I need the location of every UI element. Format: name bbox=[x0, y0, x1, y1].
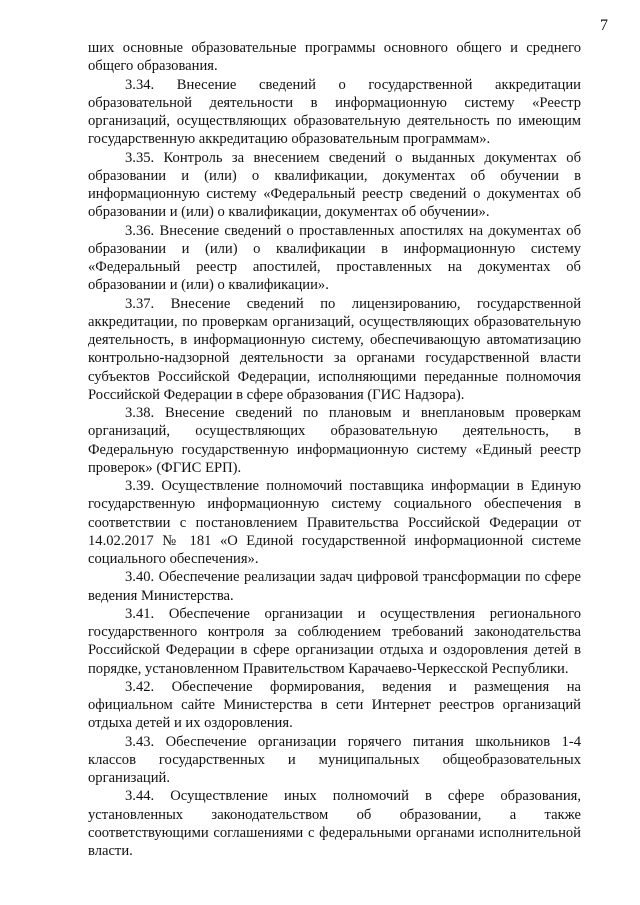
paragraph-3-39: 3.39. Осуществление полномочий поставщика информации в Единую государственную информационную систему социального обеспечения в соответствии с постановлением Правительства Российской Федерации от 14.02.2017 № 181 «О Единой государственной информационной системе социального обеспечения». bbox=[88, 478, 581, 567]
paragraph-3-34: 3.34. Внесение сведений о государственной аккредитации образовательной деятельности в информационную систему «Реестр организаций, осуществляющих образовательную деятельность по имеющим государственную аккредитацию образовательным программам». bbox=[88, 76, 581, 148]
paragraph-3-42: 3.42. Обеспечение формирования, ведения и размещения на официальном сайте Министерства в сети Интернет реестров организаций отдыха детей и их оздоровления. bbox=[88, 678, 581, 732]
document-body bbox=[88, 39, 581, 860]
paragraph-3-40: 3.40. Обеспечение реализации задач цифровой трансформации по сфере ведения Министерства. bbox=[88, 569, 581, 604]
paragraph-3-35: 3.35. Контроль за внесением сведений о выданных документах об образовании и (или) о квалификации, документах об обучении в информационную систему «Федеральный реестр сведений о документах об образовании и (или) о квалификации, документах об обучении». bbox=[88, 149, 581, 221]
paragraph-3-43: 3.43. Обеспечение организации горячего питания школьников 1-4 классов государственных и муниципальных общеобразовательных организаций. bbox=[88, 733, 581, 786]
paragraph-3-44: 3.44. Осуществление иных полномочий в сфере образования, установленных законодательством об образовании, а также соответствующими соглашениями с федеральными органами исполнительной власти. bbox=[88, 788, 581, 859]
paragraph-3-41: 3.41. Обеспечение организации и осуществления регионального государственного контроля за соблюдением требований законодательства Российской Федерации в сфере организации отдыха и оздоровления детей в порядке, установленном Правительством Карачаево-Черкесской Республики. bbox=[88, 605, 581, 677]
paragraph-continuation: ших основные образовательные программы основного общего и среднего общего образования. bbox=[88, 40, 581, 75]
paragraph-3-38: 3.38. Внесение сведений по плановым и внеплановым проверкам организаций, осуществляющих образовательную деятельность, в Федеральную государственную информационную систему «Единый реестр проверок» (ФГИС ЕРП). bbox=[88, 405, 581, 476]
paragraph-3-36: 3.36. Внесение сведений о проставленных апостилях на документах об образовании и (или) о квалификации в информационную систему «Федеральный реестр апостилей, проставленных на документах об образовании и (или) о квалификации». bbox=[88, 222, 581, 294]
paragraph-3-37: 3.37. Внесение сведений по лицензированию, государственной аккредитации, по проверкам организаций, осуществляющих образовательную деятельность, в информационную систему, обеспечивающую автоматизацию контрольно-надзорной деятельности за органами государственной власти субъектов Российской Федерации, исполняющими переданные полномочия Российской Федерации в сфере образования (ГИС Надзора). bbox=[88, 295, 581, 403]
page-number: 7 bbox=[600, 17, 608, 34]
